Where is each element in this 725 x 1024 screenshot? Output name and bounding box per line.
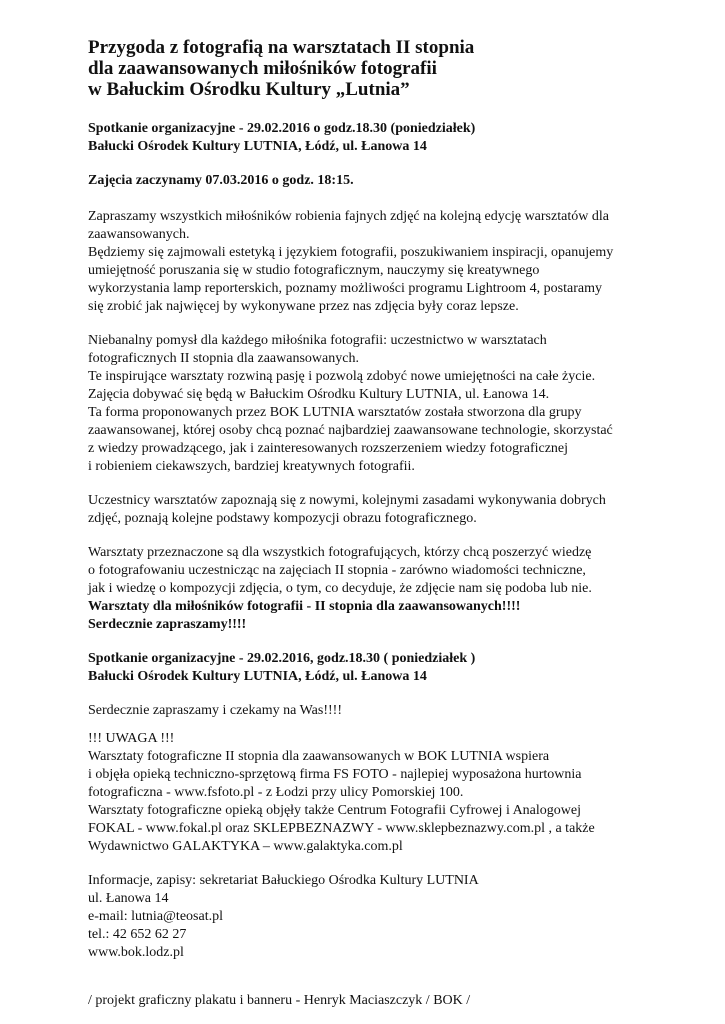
text-line: zdjęć, poznają kolejne podstawy kompozycji obrazu fotograficznego. (88, 511, 477, 526)
idea-paragraph (88, 332, 688, 476)
text-line: FOKAL - www.fokal.pl oraz SKLEPBEZNAZWY - www.sklepbeznazwy.com.pl , a także (88, 821, 595, 836)
text-line: i robieniem ciekawszych, bardziej kreatywnych fotografii. (88, 459, 415, 474)
text-line: Warsztaty przeznaczone są dla wszystkich fotografujących, którzy chcą poszerzyć wiedzę (88, 545, 592, 560)
contact-line: Informacje, zapisy: sekretariat Bałuckiego Ośrodka Kultury LUTNIA (88, 873, 479, 888)
title-line: w Bałuckim Ośrodku Kultury „Lutnia” (88, 79, 410, 100)
text-line: fotograficznych II stopnia dla zaawansowanych. (88, 351, 359, 366)
text-line: się zrobić jak najwięcej by wykonywane przez nas zdjęcia były coraz lepsze. (88, 299, 519, 314)
document-title (88, 37, 688, 100)
participants-paragraph (88, 492, 688, 528)
text-line: zaawansowanych. (88, 227, 190, 242)
text-line: Wydawnictwo GALAKTYKA – www.galaktyka.com.pl (88, 839, 403, 854)
intro-paragraph (88, 208, 688, 316)
text-line: Warsztaty fotograficzne II stopnia dla zaawansowanych w BOK LUTNIA wspiera (88, 749, 550, 764)
text-line: fotograficzna - www.fsfoto.pl - z Łodzi przy ulicy Pomorskiej 100. (88, 785, 464, 800)
text-line: zaawansowanej, której osoby chcą poznać najbardziej zaawansowane technologie, skorzystać (88, 423, 613, 438)
text-line: i objęła opieką techniczno-sprzętową firma FS FOTO - najlepiej wyposażona hurtownia (88, 767, 582, 782)
text-line: Będziemy się zajmowali estetyką i językiem fotografii, poszukiwaniem inspiracji, opanujemy (88, 245, 614, 260)
text-line: o fotografowaniu uczestnicząc na zajęciach II stopnia - zarówno wiadomości techniczne, (88, 563, 586, 578)
contact-website: www.bok.lodz.pl (88, 945, 184, 960)
text-line: jak i wiedzę o kompozycji zdjęcia, o tym, co decyduje, że zdjęcie nam się podoba lub nie. (88, 581, 592, 596)
text-line: Zajęcia dobywać się będą w Bałuckim Ośrodku Kultury LUTNIA, ul. Łanowa 14. (88, 387, 550, 402)
meeting-date-line: Spotkanie organizacyjne - 29.02.2016, godz.18.30 ( poniedziałek ) (88, 651, 476, 666)
notice-paragraph (88, 730, 688, 856)
start-date-line: Zajęcia zaczynamy 07.03.2016 o godz. 18:15. (88, 173, 354, 188)
text-line: Serdecznie zapraszamy i czekamy na Was!!!! (88, 703, 342, 718)
title-line: Przygoda z fotografią na warsztatach II stopnia (88, 37, 475, 58)
text-line: Warsztaty fotograficzne opieką objęły także Centrum Fotografii Cyfrowej i Analogowej (88, 803, 581, 818)
meeting-date-line: Spotkanie organizacyjne - 29.02.2016 o godz.18.30 (poniedziałek) (88, 121, 476, 136)
meeting-place-line: Bałucki Ośrodek Kultury LUTNIA, Łódź, ul. Łanowa 14 (88, 139, 427, 154)
text-line: wykorzystania lamp reporterskich, poznamy możliwości programu Lightroom 4, postaramy (88, 281, 602, 296)
contact-email: e-mail: lutnia@teosat.pl (88, 909, 223, 924)
audience-paragraph (88, 544, 688, 634)
text-line: Zapraszamy wszystkich miłośników robienia fajnych zdjęć na kolejną edycję warsztatów dla (88, 209, 609, 224)
meeting-place-line: Bałucki Ośrodek Kultury LUTNIA, Łódź, ul. Łanowa 14 (88, 669, 427, 684)
contact-phone: tel.: 42 652 62 27 (88, 927, 187, 942)
text-line: z wiedzy prowadzącego, jak i zainteresowanych rozszerzeniem wiedzy fotograficznej (88, 441, 569, 456)
highlight-line: Serdecznie zapraszamy!!!! (88, 617, 247, 632)
text-line: Niebanalny pomysł dla każdego miłośnika fotografii: uczestnictwo w warsztatach (88, 333, 547, 348)
text-line: Te inspirujące warsztaty rozwiną pasję i pozwolą zdobyć nowe umiejętności na całe życie. (88, 369, 596, 384)
contact-address: ul. Łanowa 14 (88, 891, 169, 906)
text-line: umiejętność poruszania się w studio fotograficznym, nauczymy się kreatywnego (88, 263, 540, 278)
footer-credit: / projekt graficzny plakatu i banneru - Henryk Maciaszczyk / BOK / (88, 993, 471, 1008)
start-info (88, 172, 688, 190)
contact-paragraph (88, 872, 688, 962)
title-line: dla zaawansowanych miłośników fotografii (88, 58, 437, 79)
invite-paragraph (88, 702, 688, 720)
notice-heading: !!! UWAGA !!! (88, 731, 175, 746)
meeting-info-1 (88, 120, 688, 156)
highlight-line: Warsztaty dla miłośników fotografii - II stopnia dla zaawansowanych!!!! (88, 599, 521, 614)
text-line: Uczestnicy warsztatów zapoznają się z nowymi, kolejnymi zasadami wykonywania dobrych (88, 493, 606, 508)
document-page (88, 37, 688, 1010)
meeting-info-2 (88, 650, 688, 686)
text-line: Ta forma proponowanych przez BOK LUTNIA warsztatów została stworzona dla grupy (88, 405, 582, 420)
